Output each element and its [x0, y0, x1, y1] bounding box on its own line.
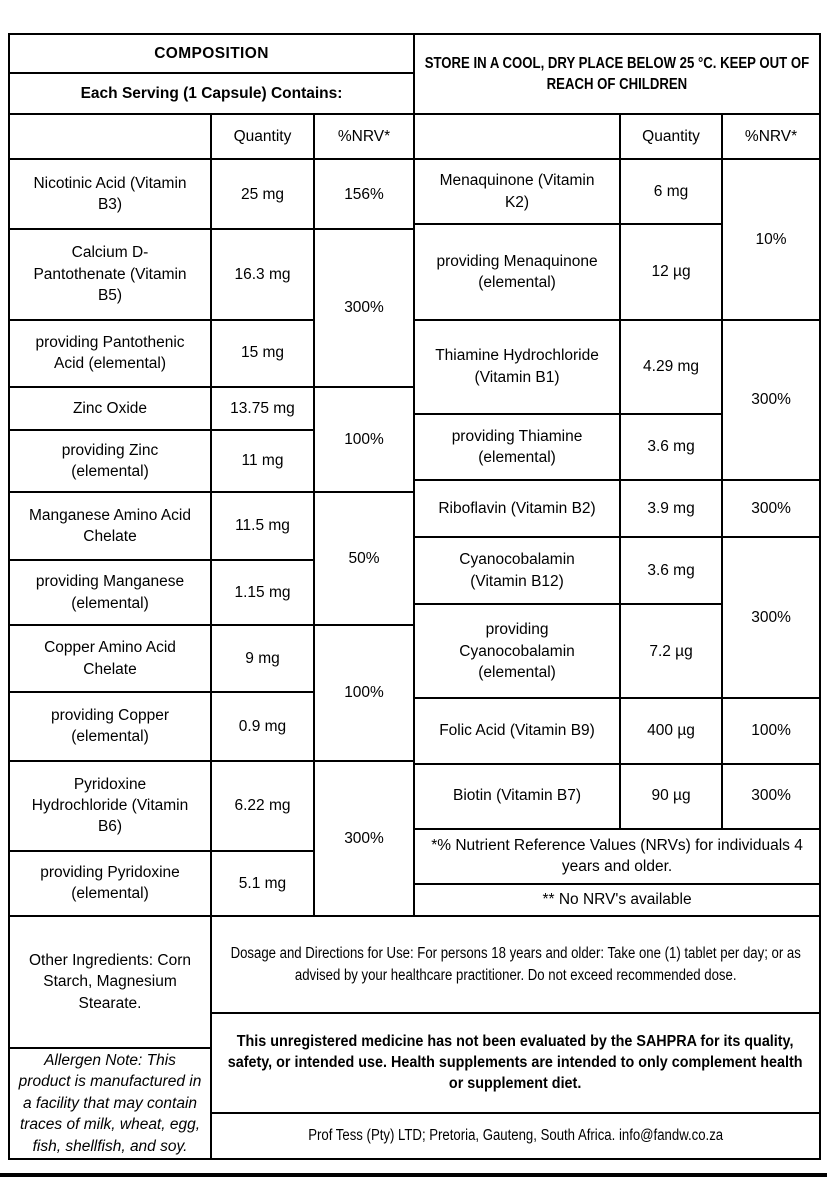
- ingredient-name: providing Manganese (elemental): [9, 560, 211, 625]
- ingredient-name: providing Pantothenic Acid (elemental): [9, 320, 211, 387]
- ingredient-quantity: 7.2 µg: [620, 604, 722, 698]
- ingredient-quantity: 6 mg: [620, 159, 722, 224]
- ingredient-quantity: 25 mg: [211, 159, 314, 229]
- sahpra-disclaimer-text: This unregistered medicine has not been evaluated by the SAHPRA for its quality, safety, or intended use. Health supplements are intended to only complement health or supplement diet.: [228, 1032, 803, 1093]
- ingredient-quantity: 12 µg: [620, 224, 722, 319]
- ingredient-name: providing Pyridoxine (elemental): [9, 851, 211, 916]
- bottom-rule: [0, 1173, 827, 1177]
- vitamins-table: [413, 33, 821, 917]
- ingredient-name: Folic Acid (Vitamin B9): [414, 698, 620, 763]
- ingredient-name: Manganese Amino Acid Chelate: [9, 492, 211, 560]
- footer-table: [8, 915, 821, 1160]
- ingredient-quantity: 16.3 mg: [211, 229, 314, 319]
- column-header-blank: [9, 114, 211, 159]
- column-header-quantity: Quantity: [211, 114, 314, 159]
- storage-warning: [414, 34, 820, 114]
- allergen-note: Allergen Note: This product is manufactured in a facility that may contain traces of milk, wheat, egg, fish, shellfish, and soy.: [9, 1048, 211, 1159]
- ingredient-name: Nicotinic Acid (Vitamin B3): [9, 159, 211, 229]
- ingredient-nrv: 100%: [314, 387, 414, 492]
- ingredient-name: Riboflavin (Vitamin B2): [414, 480, 620, 537]
- dosage-directions: [211, 916, 820, 1013]
- ingredient-name: Pyridoxine Hydrochloride (Vitamin B6): [9, 761, 211, 851]
- ingredient-quantity: 9 mg: [211, 625, 314, 692]
- ingredient-quantity: 4.29 mg: [620, 320, 722, 414]
- ingredient-nrv: 50%: [314, 492, 414, 625]
- ingredient-quantity: 6.22 mg: [211, 761, 314, 851]
- column-header-nrv: %NRV*: [314, 114, 414, 159]
- column-header-nrv: %NRV*: [722, 114, 820, 159]
- ingredient-quantity: 3.6 mg: [620, 537, 722, 604]
- ingredient-quantity: 0.9 mg: [211, 692, 314, 760]
- ingredient-nrv: 300%: [722, 537, 820, 698]
- ingredient-quantity: 15 mg: [211, 320, 314, 387]
- manufacturer-address-text: Prof Tess (Pty) LTD; Pretoria, Gauteng, South Africa. info@fandw.co.za: [308, 1127, 723, 1145]
- label-sheet: [8, 33, 819, 1160]
- nrv-footnote: *% Nutrient Reference Values (NRVs) for individuals 4 years and older.: [414, 829, 820, 884]
- top-tables: [8, 33, 819, 917]
- ingredient-nrv: 100%: [314, 625, 414, 760]
- ingredient-name: providing Zinc (elemental): [9, 430, 211, 492]
- manufacturer-address: [211, 1113, 820, 1159]
- ingredient-nrv: 300%: [314, 229, 414, 386]
- ingredient-nrv: 300%: [314, 761, 414, 916]
- ingredient-quantity: 3.6 mg: [620, 414, 722, 480]
- ingredient-name: Calcium D-Pantothenate (Vitamin B5): [9, 229, 211, 319]
- composition-table: [8, 33, 415, 917]
- composition-title: COMPOSITION: [9, 34, 414, 73]
- ingredient-name: Thiamine Hydrochloride (Vitamin B1): [414, 320, 620, 414]
- no-nrv-footnote: ** No NRV's available: [414, 884, 820, 916]
- ingredient-nrv: 100%: [722, 698, 820, 763]
- ingredient-name: Cyanocobalamin (Vitamin B12): [414, 537, 620, 604]
- ingredient-name: providing Cyanocobalamin (elemental): [414, 604, 620, 698]
- ingredient-quantity: 400 µg: [620, 698, 722, 763]
- sahpra-disclaimer: [211, 1013, 820, 1113]
- ingredient-nrv: 300%: [722, 480, 820, 537]
- ingredient-name: providing Copper (elemental): [9, 692, 211, 760]
- column-header-blank: [414, 114, 620, 159]
- column-header-quantity: Quantity: [620, 114, 722, 159]
- ingredient-nrv: 300%: [722, 764, 820, 829]
- ingredient-name: Zinc Oxide: [9, 387, 211, 430]
- ingredient-nrv: 10%: [722, 159, 820, 319]
- ingredient-name: providing Menaquinone (elemental): [414, 224, 620, 319]
- ingredient-quantity: 11.5 mg: [211, 492, 314, 560]
- ingredient-quantity: 3.9 mg: [620, 480, 722, 537]
- serving-subtitle: Each Serving (1 Capsule) Contains:: [9, 73, 414, 114]
- ingredient-name: providing Thiamine (elemental): [414, 414, 620, 480]
- ingredient-quantity: 1.15 mg: [211, 560, 314, 625]
- ingredient-nrv: 300%: [722, 320, 820, 480]
- ingredient-name: Copper Amino Acid Chelate: [9, 625, 211, 692]
- ingredient-quantity: 11 mg: [211, 430, 314, 492]
- dosage-directions-text: Dosage and Directions for Use: For persons 18 years and older: Take one (1) tablet per day; or as advised by your healthcare practitioner. Do not exceed recommended dose.: [230, 945, 801, 984]
- ingredient-name: Menaquinone (Vitamin K2): [414, 159, 620, 224]
- ingredient-quantity: 13.75 mg: [211, 387, 314, 430]
- ingredient-name: Biotin (Vitamin B7): [414, 764, 620, 829]
- ingredient-quantity: 90 µg: [620, 764, 722, 829]
- other-ingredients-note: Other Ingredients: Corn Starch, Magnesium Stearate.: [9, 916, 211, 1048]
- storage-warning-text: STORE IN A COOL, DRY PLACE BELOW 25 °C. KEEP OUT OF REACH OF CHILDREN: [424, 54, 810, 94]
- ingredient-nrv: 156%: [314, 159, 414, 229]
- ingredient-quantity: 5.1 mg: [211, 851, 314, 916]
